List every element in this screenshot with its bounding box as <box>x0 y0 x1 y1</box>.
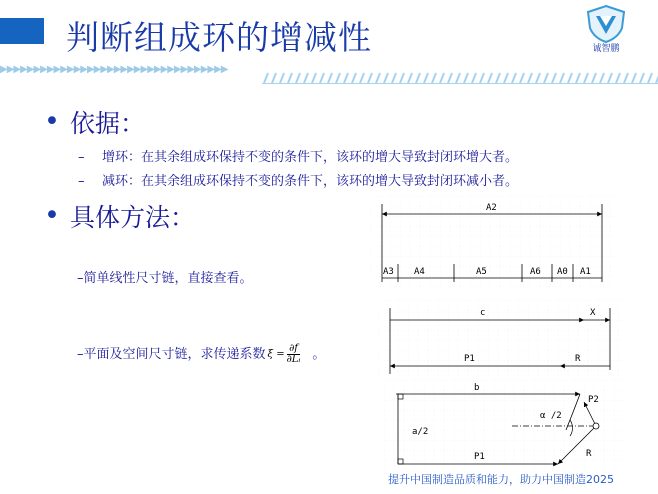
decrease-ring-definition: – 减环：在其余组成环保持不变的条件下，该环的增大导致封闭环减小者。 <box>78 174 519 189</box>
spatial-chain-diagram <box>384 380 624 470</box>
increase-ring-definition: – 增环：在其余组成环保持不变的条件下，该环的增大导致封闭环增大者。 <box>78 150 519 165</box>
dim-label: P2 <box>588 395 599 405</box>
method-simple-chain: –简单线性尺寸链，直接查看。 <box>77 271 253 286</box>
dim-label: X <box>590 308 596 318</box>
decorative-hatch-band <box>262 72 658 84</box>
footer-slogan: 提升中国制造品质和能力，助力中国制造2025 <box>388 473 614 486</box>
dim-label: R <box>575 354 581 364</box>
planar-chain-diagram <box>378 300 628 378</box>
bullet-method-heading: 具体方法： <box>70 203 196 232</box>
page-title: 判断组成环的增减性 <box>66 18 372 57</box>
linear-chain-diagram <box>370 196 620 288</box>
dim-label: A3 <box>383 267 394 277</box>
dim-label: A0 <box>557 267 568 277</box>
decorative-arrows: ▶▶▶▶▶▶▶▶▶▶▶▶▶▶▶▶▶▶▶▶▶▶▶▶▶▶▶▶▶▶▶▶▶▶ <box>0 64 228 75</box>
dim-label: A5 <box>476 267 487 277</box>
dim-label: R <box>586 449 592 459</box>
dim-label: α /2 <box>540 411 562 421</box>
dim-label: A2 <box>486 203 497 213</box>
title-accent-bar <box>0 18 44 44</box>
dim-label: P1 <box>474 452 485 462</box>
bullet-basis-heading: 依据： <box>70 109 146 138</box>
dim-label: A1 <box>580 267 591 277</box>
logo-text: 诚智鹏 <box>592 44 620 54</box>
method-spatial-chain: –平面及空间尺寸链，求传递系数 ξ = $\frac{\partial f}{\text{∂Lᵢ}}$ 。 <box>77 343 326 365</box>
bullet-dot: • <box>44 200 60 231</box>
dim-label: a/2 <box>412 427 429 437</box>
dim-label: b <box>474 383 480 393</box>
dim-label: A6 <box>530 267 541 277</box>
dim-label: P1 <box>464 354 475 364</box>
bullet-dot: • <box>44 106 60 137</box>
dim-label: A4 <box>414 267 425 277</box>
transfer-coefficient-formula: ξ = $\frac{\partial f}{\text{∂Lᵢ}}$ <box>267 343 301 365</box>
dim-label: c <box>480 308 486 318</box>
